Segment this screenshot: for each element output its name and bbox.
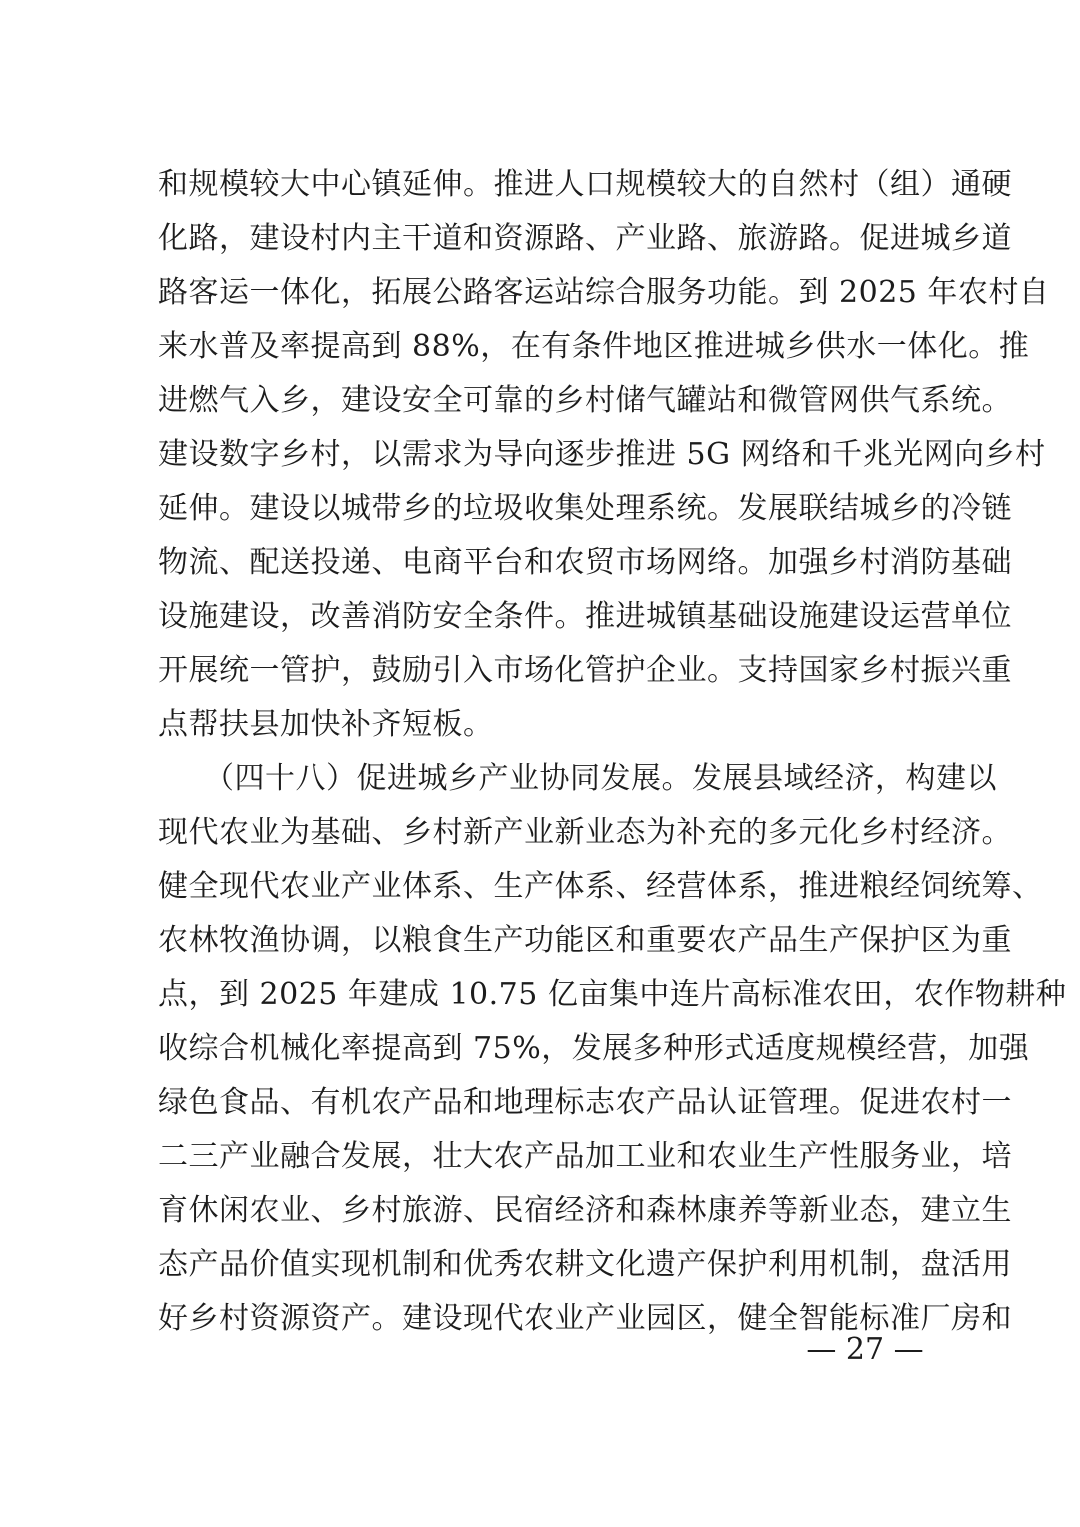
text-line: 来水普及率提高到 88%，在有条件地区推进城乡供水一体化。推 bbox=[158, 329, 1030, 364]
section-heading: （四十八）促进城乡产业协同发展。 bbox=[204, 761, 692, 796]
section-first-line bbox=[158, 752, 997, 806]
text-line: 开展统一管护，鼓励引入市场化管护企业。支持国家乡村振兴重 bbox=[158, 653, 1012, 688]
text-line: 和规模较大中心镇延伸。推进人口规模较大的自然村（组）通硬 bbox=[158, 167, 1012, 202]
section-first-line-text: 发展县域经济，构建以 bbox=[692, 761, 997, 796]
text-line: 化路，建设村内主干道和资源路、产业路、旅游路。促进城乡道 bbox=[158, 221, 1012, 256]
text-line: 现代农业为基础、乡村新产业新业态为补充的多元化乡村经济。 bbox=[158, 815, 1012, 850]
text-line: 二三产业融合发展，壮大农产品加工业和农业生产性服务业，培 bbox=[158, 1139, 1012, 1174]
text-line: 延伸。建设以城带乡的垃圾收集处理系统。发展联结城乡的冷链 bbox=[158, 491, 1012, 526]
text-line: 路客运一体化，拓展公路客运站综合服务功能。到 2025 年农村自 bbox=[158, 275, 1050, 310]
text-line: 绿色食品、有机农产品和地理标志农产品认证管理。促进农村一 bbox=[158, 1085, 1012, 1120]
text-line: 点帮扶县加快补齐短板。 bbox=[158, 707, 494, 742]
text-line: 进燃气入乡，建设安全可靠的乡村储气罐站和微管网供气系统。 bbox=[158, 383, 1012, 418]
text-line: 育休闲农业、乡村旅游、民宿经济和森林康养等新业态，建立生 bbox=[158, 1193, 1012, 1228]
text-line: 物流、配送投递、电商平台和农贸市场网络。加强乡村消防基础 bbox=[158, 545, 1012, 580]
text-line: 态产品价值实现机制和优秀农耕文化遗产保护利用机制，盘活用 bbox=[158, 1247, 1012, 1282]
body-text bbox=[158, 158, 1067, 1346]
text-line: 建设数字乡村，以需求为导向逐步推进 5G 网络和千兆光网向乡村 bbox=[158, 437, 1046, 472]
text-line: 收综合机械化率提高到 75%，发展多种形式适度规模经营，加强 bbox=[158, 1031, 1030, 1066]
text-line: 点，到 2025 年建成 10.75 亿亩集中连片高标准农田，农作物耕种 bbox=[158, 977, 1067, 1012]
text-line: 好乡村资源资产。建设现代农业产业园区，健全智能标准厂房和 bbox=[158, 1301, 1012, 1336]
text-line: 健全现代农业产业体系、生产体系、经营体系，推进粮经饲统筹、 bbox=[158, 869, 1043, 904]
page-number: — 27 — bbox=[806, 1332, 924, 1367]
text-line: 设施建设，改善消防安全条件。推进城镇基础设施建设运营单位 bbox=[158, 599, 1012, 634]
text-line: 农林牧渔协调，以粮食生产功能区和重要农产品生产保护区为重 bbox=[158, 923, 1012, 958]
